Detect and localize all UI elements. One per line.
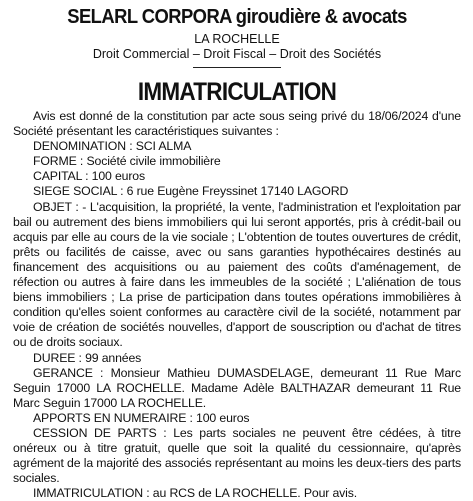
notice-intro: Avis est donné de la constitution par acte sous seing privé du 18/06/2024 d'une Société présentant les caractéristiques suivantes : bbox=[13, 109, 461, 139]
gerance-paragraph: GERANCE : Monsieur Mathieu DUMASDELAGE, demeurant 11 Rue Marc Seguin 17000 LA ROCHELLE. Madame Adèle BALTHAZAR demeurant 11 Rue Marc Seguin 17000 LA ROCHELLE. bbox=[13, 365, 461, 410]
cession-paragraph: CESSION DE PARTS : Les parts sociales ne peuvent être cédées, à titre onéreux ou à titre gratuit, quelle que soit la qualité du cessionnaire, qu'après agrément de la majorité des associés représentant au moins les deux-tiers des parts sociales. bbox=[13, 425, 461, 486]
duree-line: DUREE : 99 années bbox=[33, 350, 142, 365]
firm-name: SELARL CORPORA giroudière & avocats bbox=[67, 6, 407, 28]
siege-line: SIEGE SOCIAL : 6 rue Eugène Freyssinet 17140 LAGORD bbox=[33, 184, 349, 199]
firm-specialties: Droit Commercial – Droit Fiscal – Droit des Sociétés bbox=[92, 47, 382, 61]
immatriculation-line: IMMATRICULATION : au RCS de LA ROCHELLE. Pour avis. bbox=[33, 486, 358, 501]
objet-paragraph: OBJET : - L'acquisition, la propriété, la vente, l'administration et l'exploitation par bail ou autrement des biens immobiliers qui lui seront apportés, pris à crédit-bail ou acquis par elle au cours de la vie sociale ; L'obtention de toutes ouvertures de crédit, prêts ou facilités de caisse, avec ou sans garanties hypothécaires destinés au financement des acquisitions ou au paiement des coûts d'aménagement, de réfection ou autres à faire dans les immeubles de la société ; L'aliénation de tous biens immobiliers ; La prise de participation dans toutes opérations immobilières à condition qu'elles soient conformes au caractère civil de la société, notamment par voie de création de sociétés nouvelles, d'apport de souscription ou d'achat de titres ou de droits sociaux. bbox=[13, 199, 461, 350]
firm-city: LA ROCHELLE bbox=[194, 32, 280, 46]
header-divider bbox=[193, 67, 281, 68]
forme-line: FORME : Société civile immobilière bbox=[33, 154, 221, 169]
capital-line: CAPITAL : 100 euros bbox=[33, 169, 145, 184]
notice-body bbox=[13, 109, 461, 501]
denomination-line: DENOMINATION : SCI ALMA bbox=[33, 139, 192, 154]
notice-heading: IMMATRICULATION bbox=[137, 78, 337, 106]
apports-line: APPORTS EN NUMERAIRE : 100 euros bbox=[33, 410, 250, 425]
